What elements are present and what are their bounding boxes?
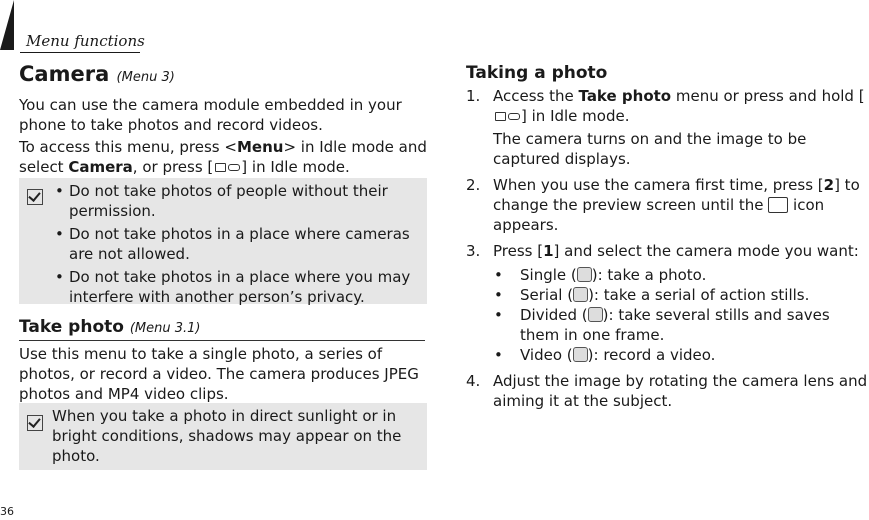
mode-single: • Single ( ): take a photo. [493,265,869,285]
header-accent [0,0,14,50]
subsection-title-text: Take photo [19,317,124,337]
camera-modes-list [493,265,869,365]
take-photo-description: Use this menu to take a single photo, a series of photos, or record a video. The camera produces JPEG photos and MP4 video clips. [19,345,419,403]
section-title [19,62,175,86]
serial-mode-icon [573,287,588,302]
header-rule [20,52,140,53]
subsection-title [19,317,201,337]
steps-list [466,86,869,417]
camera-intro: You can use the camera module embedded in your phone to take photos and record videos. [19,96,402,134]
video-mode-icon [573,347,588,362]
running-header: Menu functions [26,32,145,50]
single-mode-icon [577,267,592,282]
camera-key-icon [494,110,520,123]
section-menu-ref: (Menu 3) [116,70,175,85]
mode-divided: • Divided ( ): take several stills and saves them in one frame. [493,305,869,345]
subsection-menu-ref: (Menu 3.1) [129,321,201,336]
note-item: • Do not take photos of people without their permission. [51,181,419,221]
step-3: 3. Press [1] and select the camera mode you want: • Single ( ): take a photo. • Serial ( ): take a serial of action stills. • Divided ( ): take several stills and saves them in one frame. • Video ( ): record a video. [466,241,869,365]
camera-access: To access this menu, press <Menu> in Idle mode and select Camera, or press [ ] in Idle mode. [19,138,427,176]
note-item: • Do not take photos in a place where you may interfere with another person’s privacy. [51,267,419,307]
divided-mode-icon [588,307,603,322]
note-box-privacy [19,178,427,304]
section-title-text: Camera [19,62,110,86]
note-list [51,181,419,310]
check-icon [27,189,43,205]
page-number: 36 [0,505,14,518]
camera-key-icon [214,161,240,174]
subsection-rule [19,340,425,341]
taking-photo-title: Taking a photo [466,63,608,83]
note-box-sunlight [19,403,427,470]
step-1-result: The camera turns on and the image to be captured displays. [493,130,807,168]
mode-serial: • Serial ( ): take a serial of action stills. [493,285,869,305]
check-icon [27,415,43,431]
step-1: 1. Access the Take photo menu or press and hold [ ] in Idle mode. The camera turns on and the image to be captured displays. [466,86,869,169]
preview-frame-icon [768,197,788,213]
step-4: 4. Adjust the image by rotating the camera lens and aiming it at the subject. [466,372,868,410]
step-2: 2. When you use the camera first time, press [2] to change the preview screen until the icon appears. [466,176,860,234]
note-item: • Do not take photos in a place where cameras are not allowed. [51,224,419,264]
note-text: When you take a photo in direct sunlight or in bright conditions, shadows may appear on the photo. [52,407,402,465]
mode-video: • Video ( ): record a video. [493,345,869,365]
